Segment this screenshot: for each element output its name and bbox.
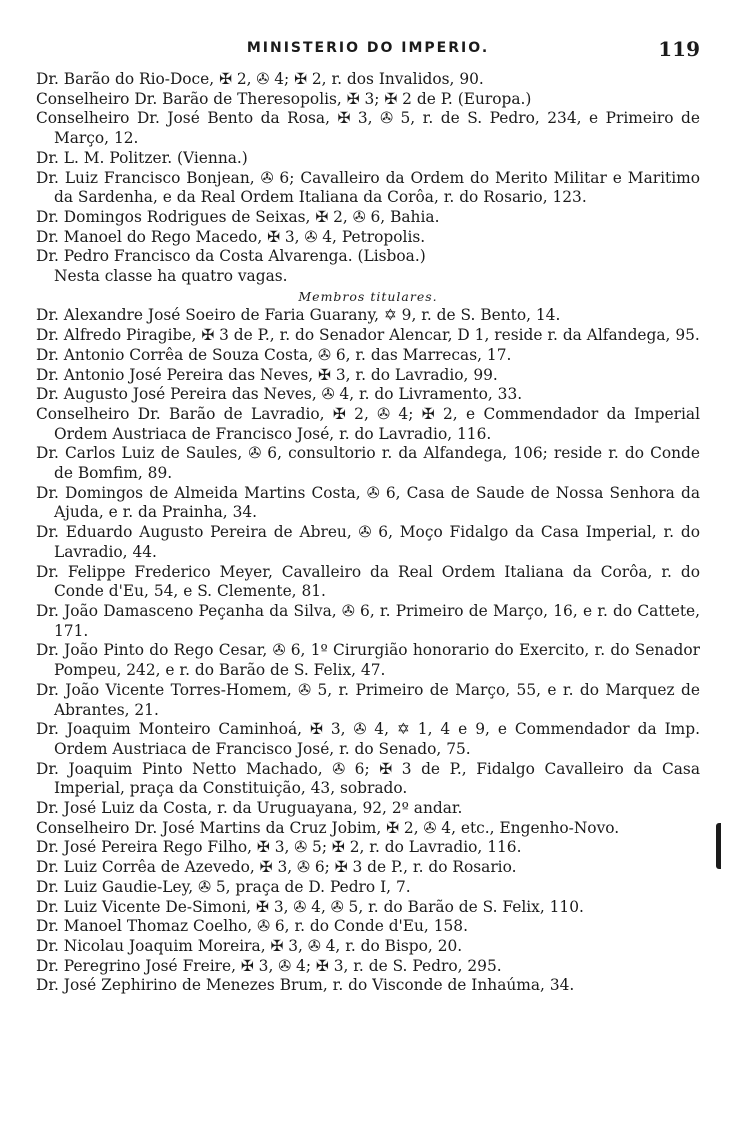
list-item: Dr. João Pinto do Rego Cesar, ✇ 6, 1º Cirurgião honorario do Exercito, r. do Senador Pompeu, 242, e r. do Barão de S. Felix, 47. [36, 641, 700, 680]
list-item: Dr. Luiz Corrêa de Azevedo, ✠ 3, ✇ 6; ✠ 3 de P., r. do Rosario. [36, 858, 517, 877]
list-item: Dr. Joaquim Monteiro Caminhoá, ✠ 3, ✇ 4, ✡ 1, 4 e 9, e Commendador da Imp. Ordem Austriaca de Francisco José, r. do Senado, 75. [36, 720, 700, 758]
text-body [36, 70, 700, 996]
list-item: Dr. Domingos de Almeida Martins Costa, ✇ 6, Casa de Saude de Nossa Senhora da Ajuda, e r. da Prainha, 34. [36, 483, 700, 522]
page-number: 119 [658, 37, 700, 61]
section-heading: Membros titulares. [298, 288, 438, 304]
list-item: Dr. Peregrino José Freire, ✠ 3, ✇ 4; ✠ 3, r. de S. Pedro, 295. [36, 956, 502, 975]
list-item: Dr. Carlos Luiz de Saules, ✇ 6, consultorio r. da Alfandega, 106; reside r. do Conde de Bomfim, 89. [36, 444, 700, 483]
list-item: Dr. João Vicente Torres-Homem, ✇ 5, r. Primeiro de Março, 55, e r. do Marquez de Abrantes, 21. [36, 680, 700, 719]
list-item: Dr. Felippe Frederico Meyer, Cavalleiro da Real Ordem Italiana da Corôa, r. do Conde d'Eu, 54, e S. Clemente, 81. [36, 562, 700, 601]
margin-bracket-mark [716, 823, 721, 869]
list-item: Dr. Manoel Thomaz Coelho, ✇ 6, r. do Conde d'Eu, 158. [36, 917, 468, 936]
page-header [36, 37, 700, 62]
list-item: Dr. Augusto José Pereira das Neves, ✇ 4, r. do Livramento, 33. [36, 385, 523, 404]
list-item: Conselheiro Dr. José Martins da Cruz Jobim, ✠ 2, ✇ 4, etc., Engenho-Novo. [36, 818, 620, 837]
running-title: MINISTERIO DO IMPERIO. [246, 40, 490, 56]
list-item: Dr. Antonio Corrêa de Souza Costa, ✇ 6, r. das Marrecas, 17. [36, 345, 512, 364]
list-item: Dr. Eduardo Augusto Pereira de Abreu, ✇ 6, Moço Fidalgo da Casa Imperial, r. do Lavradio, 44. [36, 523, 700, 561]
vacancy-note: Nesta classe ha quatro vagas. [54, 267, 288, 286]
list-item: Dr. Luiz Vicente De-Simoni, ✠ 3, ✇ 4, ✇ 5, r. do Barão de S. Felix, 110. [36, 897, 584, 916]
list-item: Dr. Domingos Rodrigues de Seixas, ✠ 2, ✇ 6, Bahia. [36, 207, 440, 226]
list-item: Dr. José Zephirino de Menezes Brum, r. do Visconde de Inhaúma, 34. [36, 976, 575, 995]
list-item: Dr. José Pereira Rego Filho, ✠ 3, ✇ 5; ✠ 2, r. do Lavradio, 116. [36, 838, 522, 857]
list-item: Dr. Luiz Francisco Bonjean, ✇ 6; Cavalleiro da Ordem do Merito Militar e Maritimo da Sardenha, e da Real Ordem Italiana da Corôa, r. do Rosario, 123. [36, 168, 700, 207]
list-item: Conselheiro Dr. Barão de Lavradio, ✠ 2, ✇ 4; ✠ 2, e Commendador da Imperial Ordem Austriaca de Francisco José, r. do Lavradio, 116. [36, 404, 700, 443]
list-item: Dr. Joaquim Pinto Netto Machado, ✇ 6; ✠ 3 de P., Fidalgo Cavalleiro da Casa Imperial, praça da Constituição, 43, sobrado. [36, 759, 700, 798]
list-item: Dr. Luiz Gaudie-Ley, ✇ 5, praça de D. Pedro I, 7. [36, 877, 411, 896]
list-item: Dr. Antonio José Pereira das Neves, ✠ 3, r. do Lavradio, 99. [36, 365, 498, 384]
list-item: Dr. Alfredo Piragibe, ✠ 3 de P., r. do Senador Alencar, D 1, reside r. da Alfandega, 95. [36, 326, 700, 345]
list-item: Conselheiro Dr. Barão de Theresopolis, ✠ 3; ✠ 2 de P. (Europa.) [36, 89, 532, 108]
list-item: Dr. Alexandre José Soeiro de Faria Guarany, ✡ 9, r. de S. Bento, 14. [36, 306, 561, 325]
list-item: Dr. João Damasceno Peçanha da Silva, ✇ 6, r. Primeiro de Março, 16, e r. do Cattete, 171. [36, 601, 700, 640]
list-item: Conselheiro Dr. José Bento da Rosa, ✠ 3, ✇ 5, r. de S. Pedro, 234, e Primeiro de Março, 12. [36, 109, 700, 148]
list-item: Dr. José Luiz da Costa, r. da Uruguayana, 92, 2º andar. [36, 799, 463, 818]
list-item: Dr. Manoel do Rego Macedo, ✠ 3, ✇ 4, Petropolis. [36, 227, 426, 246]
list-item: Dr. L. M. Politzer. (Vienna.) [36, 148, 248, 167]
list-item: Dr. Nicolau Joaquim Moreira, ✠ 3, ✇ 4, r. do Bispo, 20. [36, 936, 463, 955]
list-item: Dr. Pedro Francisco da Costa Alvarenga. (Lisboa.) [36, 247, 426, 266]
list-item: Dr. Barão do Rio-Doce, ✠ 2, ✇ 4; ✠ 2, r. dos Invalidos, 90. [36, 70, 484, 88]
